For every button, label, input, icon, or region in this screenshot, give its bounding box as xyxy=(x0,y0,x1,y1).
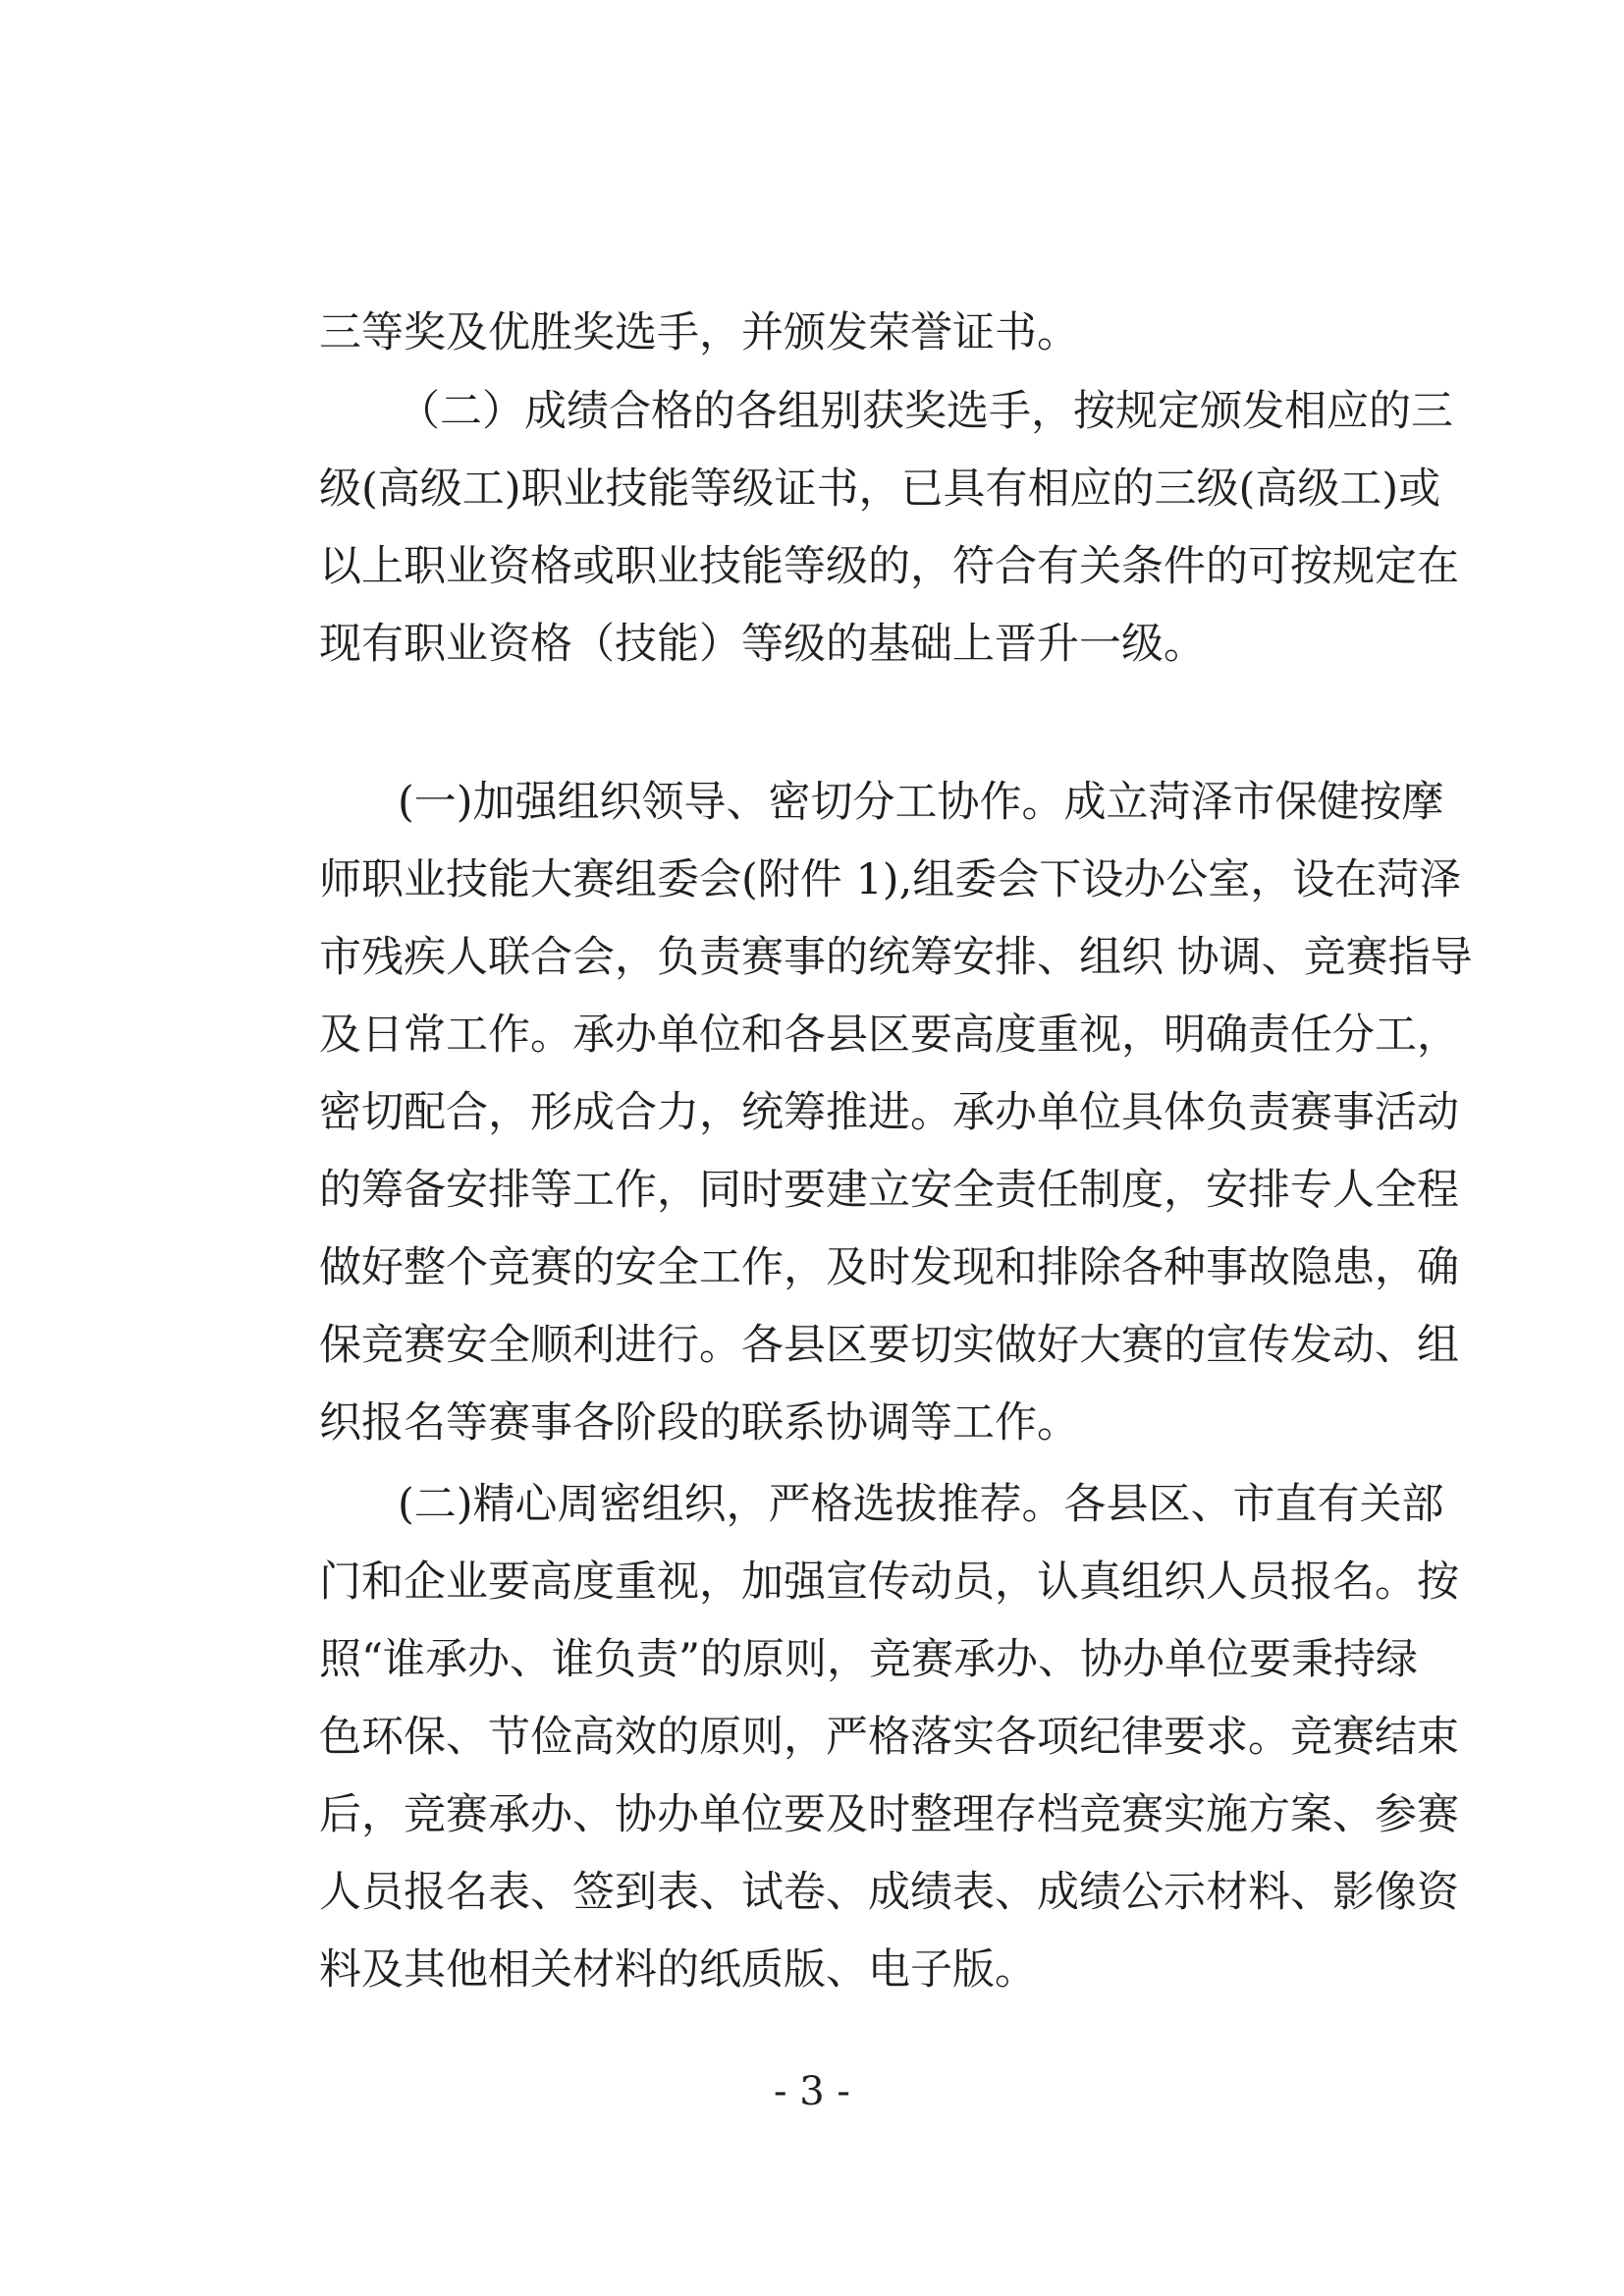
paragraph-3-line-3: 市残疾人联合会，负责赛事的统筹安排、组织 协调、竞赛指导 xyxy=(319,933,1473,982)
page-number: - 3 - xyxy=(774,2069,850,2114)
paragraph-4-line-1: (二)精心周密组织，严格选拔推荐。各县区、市直有关部 xyxy=(398,1480,1444,1529)
paragraph-4-line-7: 料及其他相关材料的纸质版、电子版。 xyxy=(319,1945,1037,1995)
paragraph-3-line-9: 织报名等赛事各阶段的联系协调等工作。 xyxy=(319,1398,1079,1448)
paragraph-4-line-6: 人员报名表、签到表、试卷、成绩表、成绩公示材料、影像资 xyxy=(319,1868,1459,1917)
paragraph-2-line-3: 以上职业资格或职业技能等级的，符合有关条件的可按规定在 xyxy=(319,542,1459,591)
paragraph-2-line-4: 现有职业资格（技能）等级的基础上晋升一级。 xyxy=(319,620,1206,669)
paragraph-2-line-2: 级(高级工)职业技能等级证书，已具有相应的三级(高级工)或 xyxy=(319,465,1441,514)
paragraph-3-line-4: 及日常工作。承办单位和各县区要高度重视，明确责任分工， xyxy=(319,1011,1459,1060)
paragraph-4-line-2: 门和企业要高度重视，加强宣传动员，认真组织人员报名。按 xyxy=(319,1558,1459,1607)
paragraph-3-line-2: 师职业技能大赛组委会(附件 1),组委会下设办公室，设在菏泽 xyxy=(319,855,1462,904)
paragraph-3-line-6: 的筹备安排等工作，同时要建立安全责任制度，安排专人全程 xyxy=(319,1166,1459,1215)
paragraph-3-line-5: 密切配合，形成合力，统筹推进。承办单位具体负责赛事活动 xyxy=(319,1088,1459,1137)
paragraph-2-line-1: （二）成绩合格的各组别获奖选手，按规定颁发相应的三 xyxy=(398,387,1453,436)
paragraph-3-line-7: 做好整个竞赛的安全工作，及时发现和排除各种事故隐患，确 xyxy=(319,1243,1459,1292)
paragraph-4-line-3: 照“谁承办、谁负责”的原则，竞赛承办、协办单位要秉持绿 xyxy=(319,1635,1418,1684)
paragraph-4-line-4: 色环保、节俭高效的原则，严格落实各项纪律要求。竞赛结束 xyxy=(319,1713,1459,1762)
paragraph-4-line-5: 后，竞赛承办、协办单位要及时整理存档竞赛实施方案、参赛 xyxy=(319,1790,1459,1839)
paragraph-1-line-1: 三等奖及优胜奖选手，并颁发荣誉证书。 xyxy=(319,308,1079,357)
paragraph-3-line-1: (一)加强组织领导、密切分工协作。成立菏泽市保健按摩 xyxy=(398,778,1444,827)
paragraph-3-line-8: 保竞赛安全顺利进行。各县区要切实做好大赛的宣传发动、组 xyxy=(319,1321,1459,1370)
